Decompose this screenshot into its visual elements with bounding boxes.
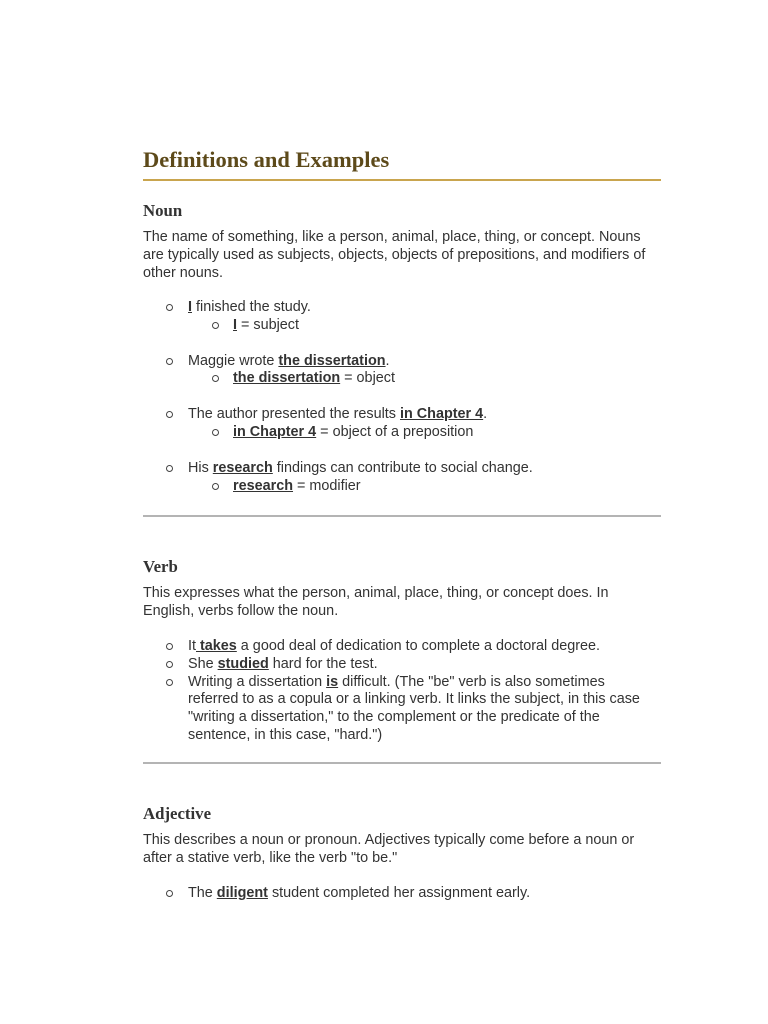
adjective-heading: Adjective <box>143 804 212 823</box>
example-term: research <box>212 459 273 476</box>
note-text: = object of a preposition <box>316 423 474 440</box>
example-term: I <box>188 299 192 315</box>
title-rule <box>143 179 661 181</box>
example-text: The author presented the results <box>188 406 400 423</box>
circle-bullet-icon <box>166 358 173 365</box>
adjective-examples <box>143 885 653 903</box>
example-term: takes <box>196 638 237 654</box>
list-item <box>143 406 653 442</box>
example-note <box>188 478 653 496</box>
example-term: studied <box>217 655 269 672</box>
noun-definition: The name of something, like a person, animal, place, thing, or concept. Nouns are typically used as subjects, objects, objects of prepositions, and modifiers of other nouns. <box>143 229 646 281</box>
example-text: student completed her assignment early. <box>267 885 531 901</box>
example-term: is <box>326 673 339 690</box>
note-term: I <box>233 316 237 333</box>
example-text: Writing a dissertation <box>188 673 327 690</box>
circle-bullet-icon <box>212 322 219 329</box>
section-divider <box>143 515 661 517</box>
example-text: difficult. (The "be" verb is also sometimes referred to as a copula or a linking verb. It links the subject, in this case "writing a dissertation," to the complement or the predicate of the sentence, in this case, "hard.") <box>188 673 640 743</box>
list-item <box>143 353 653 389</box>
circle-bullet-icon <box>166 679 173 686</box>
example-term: diligent <box>216 885 268 901</box>
example-text: It <box>188 638 196 654</box>
circle-bullet-icon <box>212 429 219 436</box>
circle-bullet-icon <box>166 661 173 668</box>
example-term: in Chapter 4 <box>400 406 484 423</box>
note-text: = object <box>340 370 395 387</box>
list-item <box>143 656 653 674</box>
page-title: Definitions and Examples <box>143 147 390 172</box>
example-text: The <box>188 885 217 901</box>
adjective-definition: This describes a noun or pronoun. Adjectives typically come before a noun or after a stative verb, like the verb "to be." <box>143 832 635 866</box>
example-text: She <box>188 655 218 672</box>
example-text: a good deal of dedication to complete a doctoral degree. <box>236 638 601 654</box>
verb-examples <box>143 638 653 745</box>
note-text: = subject <box>237 316 299 333</box>
circle-bullet-icon <box>212 483 219 490</box>
example-text: Maggie wrote <box>188 352 279 369</box>
circle-bullet-icon <box>166 304 173 311</box>
example-text: hard for the test. <box>268 655 378 672</box>
section-divider <box>143 762 661 764</box>
note-text: = modifier <box>293 477 361 494</box>
list-item <box>143 885 653 903</box>
note-term: in Chapter 4 <box>233 423 317 440</box>
verb-heading: Verb <box>143 557 178 576</box>
list-item <box>143 460 653 496</box>
example-note <box>188 370 653 388</box>
example-text: finished the study. <box>192 299 311 315</box>
list-item <box>143 638 653 656</box>
example-text: His <box>188 459 213 476</box>
circle-bullet-icon <box>166 890 173 897</box>
example-text: . <box>385 352 390 369</box>
list-item <box>143 674 653 745</box>
example-text: . <box>483 406 488 423</box>
verb-definition: This expresses what the person, animal, place, thing, or concept does. In English, verbs follow the noun. <box>143 585 609 619</box>
circle-bullet-icon <box>166 465 173 472</box>
circle-bullet-icon <box>166 411 173 418</box>
circle-bullet-icon <box>166 643 173 650</box>
circle-bullet-icon <box>212 375 219 382</box>
note-term: research <box>233 477 294 494</box>
noun-examples <box>143 299 653 495</box>
note-term: the dissertation <box>233 370 341 387</box>
noun-heading: Noun <box>143 201 183 220</box>
example-note <box>188 424 653 442</box>
list-item <box>143 299 653 335</box>
example-term: the dissertation <box>278 352 386 369</box>
example-text: findings can contribute to social change. <box>272 459 533 476</box>
example-note <box>188 317 653 335</box>
